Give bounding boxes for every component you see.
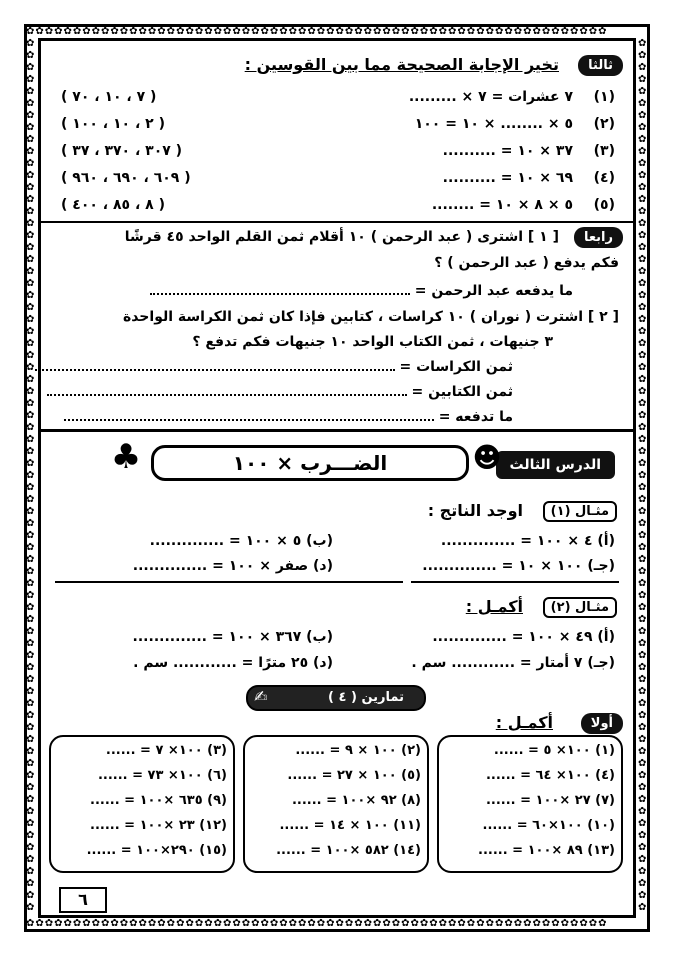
mcq-num: (١) <box>593 89 615 105</box>
page-number: ٦ <box>59 887 107 913</box>
mcq-expression: ٣٧ × ١٠ = .......... <box>442 143 573 159</box>
divider <box>55 581 403 583</box>
page-content <box>38 38 636 918</box>
answer-blank[interactable] <box>47 394 407 396</box>
example2-label: مثـال (٢) <box>543 597 617 618</box>
writing-hand-icon: ✍ <box>254 687 268 706</box>
mcq-choices: ( ٧ ، ١٠ ، ٧٠ ) <box>61 89 157 105</box>
example2-item: (ب) ٣٦٧ × ١٠٠ = .............. <box>132 629 333 645</box>
exercise-item: (١٥) ٢٩٠×١٠٠ = ...... <box>86 843 227 858</box>
mcq-num: (٣) <box>593 143 615 159</box>
exercise-item: (١٣) ٨٩ ×١٠٠ = ...... <box>478 843 615 858</box>
lesson-title <box>151 445 469 481</box>
exercise-item: (٨) ٩٢ ×١٠٠ = ...... <box>291 793 421 808</box>
example1-title: اوجد الناتج : <box>427 501 523 520</box>
mcq-choices: ( ٦٠٩ ، ٦٩٠ ، ٩٦٠ ) <box>61 170 191 186</box>
exercise-column-right <box>437 735 623 873</box>
mcq-num: (٢) <box>593 116 615 132</box>
example1-label: مثـال (١) <box>543 501 617 522</box>
exercises-banner <box>246 685 426 711</box>
mcq-expression: ٥ × ........ × ١٠ = ١٠٠ <box>414 116 573 132</box>
exercise-item: (١٤) ٥٨٢ ×١٠٠ = ...... <box>276 843 421 858</box>
problem2-answer-1 <box>35 359 513 375</box>
mcq-expression: ٦٩ × ١٠ = .......... <box>442 170 573 186</box>
mickey-cartoon-icon: ♣ <box>110 437 142 477</box>
mcq-expression: ٧ عشرات = ٧ × ......... <box>408 89 573 105</box>
divider <box>41 429 633 432</box>
divider <box>411 581 619 583</box>
exercises-part-label: أولا <box>581 713 623 734</box>
mcq-choices: ( ٣٠٧ ، ٣٧٠ ، ٣٧ ) <box>61 143 183 159</box>
mcq-num: (٥) <box>593 197 615 213</box>
mcq-expression: ٥ × ٨ × ١٠ = ........ <box>431 197 573 213</box>
answer-label: ما تدفعه = <box>438 409 513 425</box>
problem2-line1: [ ٢ ] اشترت ( نوران ) ١٠ كراسات ، كتابين فإذا كان ثمن الكراسة الواحدة <box>122 309 619 325</box>
mouse-cartoon-icon: ☻ <box>472 441 502 474</box>
example1-item: (ب) ٥ × ١٠٠ = .............. <box>149 533 333 549</box>
exercise-item: (١٠) ١٠٠×٦٠ = ...... <box>482 818 615 833</box>
exercise-item: (٥) ١٠٠ × ٢٧ = ...... <box>287 768 421 783</box>
exercise-item: (٩) ٦٣٥ ×١٠٠ = ...... <box>90 793 227 808</box>
exercise-item: (١١) ١٠٠ × ١٤ = ...... <box>279 818 421 833</box>
mcq-choices: ( ٢ ، ١٠ ، ١٠٠ ) <box>61 116 165 132</box>
section3-title: تخير الإجابة الصحيحة مما بين القوسين : <box>244 55 559 74</box>
mcq-choices: ( ٨ ، ٨٥ ، ٤٠٠ ) <box>61 197 165 213</box>
example1-item: (د) صفر × ١٠٠ = .............. <box>132 558 333 574</box>
example1-item: (أ) ٤ × ١٠٠ = .............. <box>440 533 615 549</box>
exercise-item: (٤) ١٠٠× ٦٤ = ...... <box>485 768 615 783</box>
exercise-item: (١) ١٠٠× ٥ = ...... <box>493 743 615 758</box>
section3-label: ثالثا <box>578 55 623 76</box>
answer-blank[interactable] <box>35 369 395 371</box>
problem2-line2: ٣ جنيهات ، ثمن الكتاب الواحد ١٠ جنيهات فكم تدفع ؟ <box>192 334 553 350</box>
border-pattern-top: ✿✿✿✿✿✿✿✿✿✿✿✿✿✿✿✿✿✿✿✿✿✿✿✿✿✿✿✿✿✿✿✿✿✿✿✿✿✿✿✿✿✿✿✿✿✿✿✿✿✿✿✿✿✿✿✿✿✿✿✿✿✿ <box>26 26 608 37</box>
border-pattern-right: ✿✿✿✿✿✿✿✿✿✿✿✿✿✿✿✿✿✿✿✿✿✿✿✿✿✿✿✿✿✿✿✿✿✿✿✿✿✿✿✿✿✿✿✿✿✿✿✿✿✿✿✿✿✿✿✿✿✿✿✿✿✿✿✿✿✿✿✿✿✿✿✿✿ <box>638 38 648 913</box>
example2-item: (جـ) ٧ أمتار = ............ سم . <box>411 655 615 671</box>
example2-title: أكمـل : <box>465 597 523 616</box>
exercise-item: (١٢) ٢٣ ×١٠٠ = ...... <box>90 818 227 833</box>
answer-blank[interactable] <box>150 293 410 295</box>
mcq-num: (٤) <box>593 170 615 186</box>
example2-item: (د) ٢٥ مترًا = ............ سم . <box>133 655 333 671</box>
answer-label: ثمن الكراسات = <box>399 359 513 375</box>
divider <box>41 221 633 223</box>
lesson-label: الدرس الثالث <box>496 451 616 479</box>
exercises-part-title: أكمـل : <box>495 713 553 732</box>
exercise-item: (٦) ١٠٠× ٧٣ = ...... <box>97 768 227 783</box>
answer-label: ثمن الكتابين = <box>411 384 513 400</box>
problem1-answer <box>150 283 573 299</box>
exercises-label: تمارين ( ٤ ) <box>328 690 404 705</box>
lesson-title-text: الضـــرب × ١٠٠ <box>232 451 388 475</box>
example2-item: (أ) ٤٩ × ١٠٠ = .............. <box>432 629 615 645</box>
answer-blank[interactable] <box>64 419 434 421</box>
problem1-answer-label: ما يدفعه عبد الرحمن = <box>414 283 573 299</box>
exercise-item: (٢) ١٠٠ × ٩ = ...... <box>295 743 421 758</box>
exercise-column-middle <box>243 735 429 873</box>
problem1-line1: [ ١ ] اشترى ( عبد الرحمن ) ١٠ أقلام ثمن القلم الواحد ٤٥ قرشًا <box>124 229 559 245</box>
problem1-line2: فكم يدفع ( عبد الرحمن ) ؟ <box>434 255 619 271</box>
problem2-answer-3 <box>64 409 513 425</box>
example1-item: (جـ) ١٠٠ × ١٠ = .............. <box>422 558 615 574</box>
exercise-column-left <box>49 735 235 873</box>
exercise-item: (٣) ١٠٠× ٧ = ...... <box>105 743 227 758</box>
exercise-item: (٧) ٢٧ ×١٠٠ = ...... <box>485 793 615 808</box>
border-pattern-left: ✿✿✿✿✿✿✿✿✿✿✿✿✿✿✿✿✿✿✿✿✿✿✿✿✿✿✿✿✿✿✿✿✿✿✿✿✿✿✿✿✿✿✿✿✿✿✿✿✿✿✿✿✿✿✿✿✿✿✿✿✿✿✿✿✿✿✿✿✿✿✿✿✿ <box>26 38 36 913</box>
section4-label: رابعا <box>574 227 623 248</box>
problem2-answer-2 <box>47 384 513 400</box>
border-pattern-bottom: ✿✿✿✿✿✿✿✿✿✿✿✿✿✿✿✿✿✿✿✿✿✿✿✿✿✿✿✿✿✿✿✿✿✿✿✿✿✿✿✿✿✿✿✿✿✿✿✿✿✿✿✿✿✿✿✿✿✿✿✿✿✿ <box>26 918 608 929</box>
